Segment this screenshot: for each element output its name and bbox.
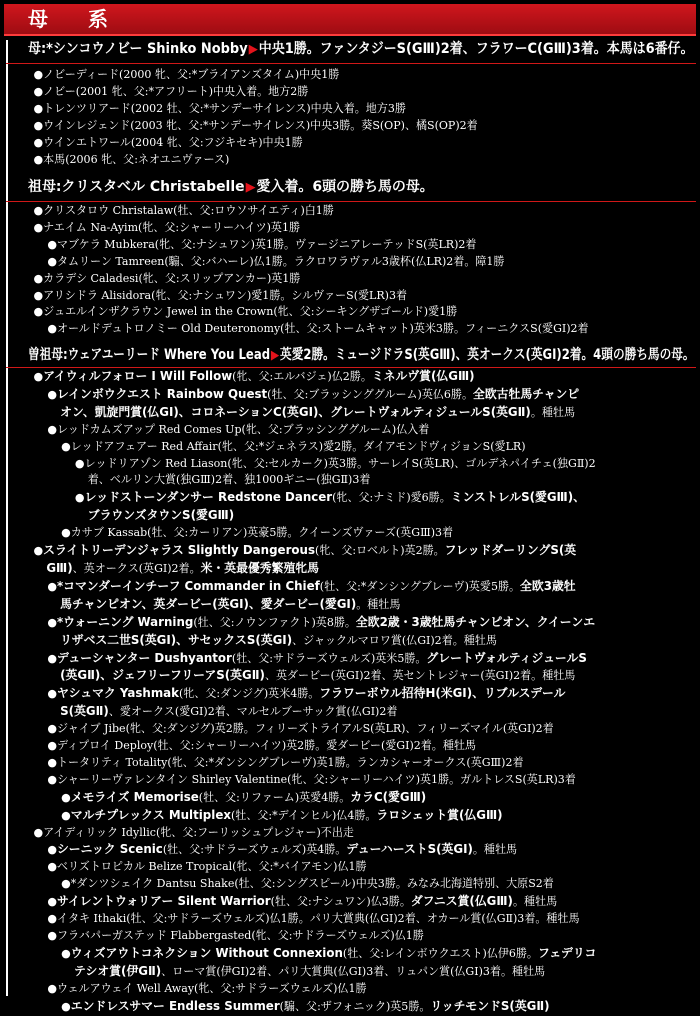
entry-text: (牡、父:ナシュワン)仏3勝。: [270, 895, 411, 909]
entry-text: 着、ベルリン大賞(独GⅢ)2着、独1000ギニー(独GⅡ)3着: [87, 473, 371, 487]
entry-text: (牡、父:ノウンファクト)英8勝。: [193, 615, 356, 629]
bullet-icon: ●: [47, 387, 57, 401]
bullet-icon: ●: [33, 271, 44, 285]
list-item: [0, 945, 690, 963]
bullet-icon: ●: [33, 68, 44, 81]
list-item: [0, 203, 690, 220]
granddam-header: [28, 179, 696, 196]
highlight-text: リザベス二世S(英GI)、サセックスS(英GI): [60, 632, 293, 647]
entry-text: ナエイム Na-Ayim(牝、父:シャーリーハイツ)英1勝: [43, 220, 301, 234]
bullet-icon: ●: [61, 877, 71, 891]
list-item: [0, 386, 690, 404]
list-item: [0, 928, 690, 945]
entry-text: (牡、父:*ダンシングブレーヴ)英愛5勝。: [319, 579, 521, 593]
bullet-icon: ●: [33, 135, 44, 149]
highlight-text: 米・英最優秀繁殖牝馬: [200, 560, 319, 575]
list-item: [0, 254, 690, 271]
list-item: [0, 807, 690, 825]
list-item: [0, 67, 690, 84]
list-item: [0, 578, 690, 596]
list-item: [0, 304, 690, 321]
highlight-text: ウィズアウトコネクション Without Connexion: [70, 945, 343, 960]
list-item: [0, 685, 690, 703]
arrow-icon: ▶: [248, 42, 258, 57]
dam-summary: 中央1勝。ファンタジーS(GⅢ)2着、フラワーC(GⅢ)3着。本馬は6番仔。: [258, 41, 694, 57]
list-item: [0, 489, 690, 507]
great-granddam-header: [28, 347, 696, 364]
list-item: [0, 456, 690, 473]
entry-text: カラデシ Caladesi(牝、父:スリップアンカー)英1勝: [43, 271, 301, 285]
list-item: [0, 789, 690, 807]
highlight-text: マルチプレックス Multiplex: [70, 807, 231, 822]
great-granddam-name: 曽祖母:ウェアユーリード Where You Lead: [28, 347, 271, 363]
entry-text: カサブ Kassab(牡、父:カーリアン)英豪5勝。クイーンズヴァーズ(英GⅢ)3着: [70, 526, 454, 540]
list-item: [0, 422, 690, 439]
bullet-icon: ●: [47, 422, 57, 436]
bullet-icon: ●: [47, 687, 57, 701]
list-item: [0, 876, 690, 893]
bullet-icon: ●: [33, 288, 44, 302]
list-item: [0, 911, 690, 928]
list-item: [0, 998, 690, 1016]
entry-text: ベリズトロピカル Belize Tropical(牝、父:*バイアモン)仏1勝: [56, 860, 367, 874]
highlight-text: デューシャンター Dushyantor: [56, 650, 232, 665]
list-item: [0, 220, 690, 237]
highlight-text: フェデリコ: [537, 945, 597, 960]
bullet-icon: ●: [33, 370, 44, 383]
dam-produce-list: [0, 67, 700, 168]
bullet-icon: ●: [74, 491, 85, 505]
entry-text: (牝、父:ナミド)愛6勝。: [332, 491, 451, 505]
list-item-continuation: [0, 560, 690, 578]
list-item: [0, 271, 690, 288]
bullet-icon: ●: [33, 220, 44, 234]
entry-text: レッドリアゾン Red Liason(牝、父:セルカーク)英3勝。サーレイS(英LR)、ゴルデネパイチェ(独GⅡ)2: [84, 456, 596, 470]
list-item: [0, 542, 690, 560]
granddam-summary: 愛入着。6頭の勝ち馬の母。: [256, 179, 434, 195]
list-item: [0, 321, 690, 338]
bullet-icon: ●: [47, 912, 57, 926]
highlight-text: ヤシュマク Yashmak: [56, 686, 180, 701]
list-item: [0, 772, 690, 789]
bullet-icon: ●: [33, 118, 44, 132]
bullet-icon: ●: [47, 651, 57, 665]
bullet-icon: ●: [47, 843, 57, 857]
list-item: [0, 859, 690, 876]
entry-text: (牝、父:ダンジグ)英米4勝。: [179, 687, 320, 701]
entry-text: 。種牡馬: [472, 843, 518, 857]
bullet-icon: ●: [47, 579, 57, 593]
bullet-icon: ●: [33, 544, 44, 558]
highlight-text: エンドレスサマー Endless Summer: [70, 998, 280, 1013]
bullet-icon: ●: [47, 722, 57, 736]
entry-text: フラバパーガステッド Flabbergasted(牝、父:サドラーズウェルズ)仏1勝: [56, 929, 424, 942]
highlight-text: メモライズ Memorise: [70, 789, 199, 804]
highlight-text: GⅢ): [46, 560, 73, 575]
highlight-text: サイレントウォリアー Silent Warrior: [56, 894, 271, 909]
highlight-text: ミンストレルS(愛GⅢ)、: [450, 490, 585, 505]
list-item: [0, 738, 690, 755]
list-item: [0, 152, 690, 169]
entry-text: 。種牡馬: [356, 597, 401, 611]
great-granddam-summary: 英愛2勝。ミュージドラS(英GⅢ)、英オークス(英GI)2着。4頭の勝ち馬の母。: [280, 347, 695, 363]
list-item: [0, 825, 690, 842]
entry-text: ウインレジェンド(2003 牝、父:*サンデーサイレンス)中央3勝。葵S(OP)、橘S(OP)2着: [43, 118, 478, 132]
bullet-icon: ●: [61, 526, 71, 540]
highlight-text: カラC(愛GⅢ): [350, 789, 427, 804]
highlight-text: レインボウクエスト Rainbow Quest: [56, 386, 268, 401]
highlight-text: ダフニス賞(仏GⅢ): [410, 894, 513, 909]
list-item: [0, 721, 690, 738]
list-item: [0, 614, 690, 632]
entry-text: (牡、父:リファーム)英愛4勝。: [198, 790, 351, 804]
dam-header: [28, 41, 696, 58]
bullet-icon: ●: [61, 946, 71, 960]
entry-text: 、ジャックルマロワ賞(仏GI)2着。種牡馬: [292, 633, 497, 647]
bullet-icon: ●: [47, 237, 57, 251]
entry-text: (牡、父:*デインヒル)仏4勝。: [230, 808, 377, 822]
entry-text: *ダンツシェイク Dantsu Shake(牡、父:シングスピール)中央3勝。みなみ北海道特別、大原S2着: [70, 877, 554, 891]
entry-text: 、英ダービー(英GI)2着、英セントレジャー(英GI)2着。種牡馬: [264, 669, 576, 683]
list-item: [0, 755, 690, 772]
dam-name: 母:*シンコウノビー Shinko Nobby: [28, 41, 248, 57]
list-item: [0, 650, 690, 668]
entry-text: シャーリーヴァレンタイン Shirley Valentine(牝、父:シャーリーハイツ)英1勝。ガルトレスS(英LR)3着: [56, 772, 576, 786]
divider: [6, 63, 696, 64]
entry-text: (騸、父:ザフォニック)英5勝。: [279, 999, 431, 1013]
highlight-text: 全欧3歳牡: [520, 578, 576, 593]
list-item-continuation: [0, 703, 690, 721]
highlight-text: テシオ賞(伊GⅡ): [73, 963, 162, 978]
entry-text: ジャイブ Jibe(牝、父:ダンジグ)英2勝。フィリーズトライアルS(英LR)、フィリーズマイル(英GI)2着: [56, 722, 554, 736]
entry-text: トータリティ Totality(牝、父:*ダンシングブレーヴ)英1勝。ランカシャーオークス(英GⅢ)2着: [56, 755, 524, 769]
arrow-icon: ▶: [270, 348, 280, 363]
entry-text: レッドアフェアー Red Affair(牝、父:*ジェネラス)愛2勝。ダイアモンドヴィジョンS(愛LR): [70, 439, 526, 453]
entry-text: (牡、父:ブラッシンググルーム)英仏6勝。: [267, 387, 474, 401]
list-item: [0, 135, 690, 152]
entry-text: 。種牡馬: [530, 405, 575, 419]
bullet-icon: ●: [47, 981, 57, 995]
highlight-text: デューハーストS(英GI): [346, 842, 473, 857]
list-item: [0, 118, 690, 135]
list-item-continuation: [0, 596, 690, 614]
bullet-icon: ●: [47, 860, 57, 874]
entry-text: ジュエルインザクラウン Jewel in the Crown(牝、父:シーキングザゴールド)愛1勝: [43, 305, 458, 319]
entry-text: タムリーン Tamreen(騸、父:バハーレ)仏1勝。ラクロワラヴァル3歳杯(仏LR)2着。障1勝: [56, 254, 505, 268]
entry-text: アイディリック Idyllic(牝、父:フーリッシュプレジャー)不出走: [43, 825, 354, 839]
list-item: [0, 893, 690, 911]
bullet-icon: ●: [33, 84, 44, 98]
entry-text: レッドカムズアップ Red Comes Up(牝、父:ブラッシンググルーム)仏入着: [56, 422, 430, 436]
entry-text: ウインエトワール(2004 牝、父:フジキセキ)中央1勝: [43, 135, 303, 149]
list-item: [0, 841, 690, 859]
list-item: [0, 981, 690, 998]
entry-text: イタキ Ithaki(牡、父:サドラーズウェルズ)仏1勝。パリ大賞典(仏GI)2着、オカール賞(仏GⅡ)3着。種牡馬: [56, 912, 580, 926]
bullet-icon: ●: [61, 808, 71, 822]
bullet-icon: ●: [47, 322, 57, 336]
highlight-text: スライトリーデンジャラス Slightly Dangerous: [43, 543, 316, 558]
list-item: [0, 288, 690, 305]
entry-text: ウェルアウェイ Well Away(牝、父:サドラーズウェルズ)仏1勝: [56, 981, 367, 995]
highlight-text: 全欧2歳・3歳牡馬チャンピオン、クイーンエ: [355, 614, 596, 629]
entry-text: (牝、父:エルバジェ)仏2勝。: [232, 370, 372, 383]
entry-text: (牡、父:サドラーズウェルズ)英米5勝。: [231, 651, 427, 665]
bullet-icon: ●: [33, 204, 44, 217]
bullet-icon: ●: [33, 152, 44, 166]
highlight-text: リッチモンドS(英GⅡ): [430, 998, 550, 1013]
entry-text: ディプロイ Deploy(牡、父:シャーリーハイツ)英2勝。愛ダービー(愛GI)2着。種牡馬: [56, 739, 476, 753]
highlight-text: 全欧古牡馬チャンピ: [473, 386, 580, 401]
list-item: [0, 101, 690, 118]
granddam-produce-list: [0, 203, 700, 338]
list-item-continuation: [0, 507, 690, 525]
entry-text: ノビー(2001 牝、父:*アフリート)中央入着。地方2勝: [43, 84, 309, 98]
entry-text: クリスタロウ Christalaw(牡、父:ロウソサイエティ)白1勝: [43, 204, 334, 217]
bullet-icon: ●: [47, 254, 57, 268]
bullet-icon: ●: [47, 615, 57, 629]
bullet-icon: ●: [61, 999, 71, 1013]
list-item: [0, 368, 690, 386]
entry-text: 本馬(2006 牝、父:ネオユニヴァース): [43, 152, 230, 166]
section-title: 母 系: [28, 7, 118, 31]
highlight-text: *コマンダーインチーフ Commander in Chief: [56, 578, 320, 593]
list-item: [0, 439, 690, 456]
entry-text: オールドデュトロノミー Old Deuteronomy(牡、父:ストームキャット)英米3勝。フィーニクスS(愛GI)2着: [56, 322, 589, 336]
entry-text: (牡、父:サドラーズウェルズ)英4勝。: [162, 843, 347, 857]
arrow-icon: ▶: [245, 180, 256, 195]
highlight-text: 馬チャンピオン、英ダービー(英GI)、愛ダービー(愛GI): [60, 596, 357, 611]
entry-text: 、ローマ賞(伊GI)2着、パリ大賞典(仏GI)3着、リュパン賞(仏GI)3着。種牡馬: [161, 964, 546, 978]
entry-text: マブケラ Mubkera(牝、父:ナシュワン)英1勝。ヴァージニアレーテッドS(英LR)2着: [56, 237, 477, 251]
bullet-icon: ●: [33, 305, 44, 319]
bullet-icon: ●: [33, 825, 44, 839]
list-item-continuation: [0, 667, 690, 685]
bullet-icon: ●: [61, 790, 71, 804]
list-item: [0, 84, 690, 101]
bullet-icon: ●: [47, 755, 57, 769]
highlight-text: フレッドダーリングS(英: [444, 543, 577, 558]
highlight-text: オン、凱旋門賞(仏GI)、コロネーションC(英GI)、グレートヴォルティジュールS(英GⅡ): [60, 404, 531, 419]
bullet-icon: ●: [33, 101, 44, 115]
highlight-text: アイウィルフォロー I Will Follow: [43, 369, 233, 383]
bullet-icon: ●: [74, 456, 85, 470]
granddam-name: 祖母:クリスタベル Christabelle: [28, 179, 245, 195]
highlight-text: ブラウンズタウンS(愛GⅢ): [87, 508, 235, 523]
list-item-continuation: [0, 963, 690, 981]
entry-text: 、英オークス(英GI)2着。: [72, 561, 201, 575]
entry-text: ノビーディード(2000 牝、父:*ブライアンズタイム)中央1勝: [43, 68, 340, 81]
highlight-text: *ウォーニング Warning: [56, 614, 194, 629]
list-item-continuation: [0, 404, 690, 422]
entry-text: トレンツリアード(2002 牡、父:*サンデーサイレンス)中央入着。地方3勝: [43, 101, 406, 115]
great-granddam-produce-list: [0, 368, 700, 1016]
entry-text: (牝、父:ロベルト)英2勝。: [315, 544, 445, 558]
entry-text: (牡、父:レインボウクエスト)仏伊6勝。: [342, 946, 538, 960]
bullet-icon: ●: [47, 772, 57, 786]
entry-text: 。種牡馬: [512, 895, 558, 909]
highlight-text: フラワーボウル招待H(米GI)、リブルスデール: [319, 686, 566, 701]
bullet-icon: ●: [47, 929, 57, 942]
highlight-text: レッドストーンダンサー Redstone Dancer: [84, 490, 333, 505]
bullet-icon: ●: [47, 739, 57, 753]
highlight-text: グレートヴォルティジュールS: [426, 650, 587, 665]
list-item-continuation: [0, 632, 690, 650]
section-title-bar: [4, 4, 696, 36]
highlight-text: ミネルヴ賞(仏GⅢ): [371, 369, 475, 383]
list-item: [0, 237, 690, 254]
bullet-icon: ●: [61, 439, 71, 453]
bullet-icon: ●: [47, 895, 57, 909]
entry-text: アリシドラ Alisidora(牝、父:ナシュワン)愛1勝。シルヴァーS(愛LR)3着: [43, 288, 408, 302]
highlight-text: S(英GⅡ): [60, 704, 109, 719]
highlight-text: ラロシェット賞(仏GⅢ): [376, 807, 503, 822]
list-item: [0, 525, 690, 542]
list-item-continuation: [0, 472, 690, 489]
entry-text: 、愛オークス(愛GI)2着、マルセルブーサック賞(仏GI)2着: [108, 705, 398, 719]
highlight-text: (英GⅡ)、ジェフリーフリーアS(英GⅡ): [60, 668, 265, 683]
highlight-text: シーニック Scenic: [56, 842, 163, 857]
divider: [6, 201, 696, 202]
